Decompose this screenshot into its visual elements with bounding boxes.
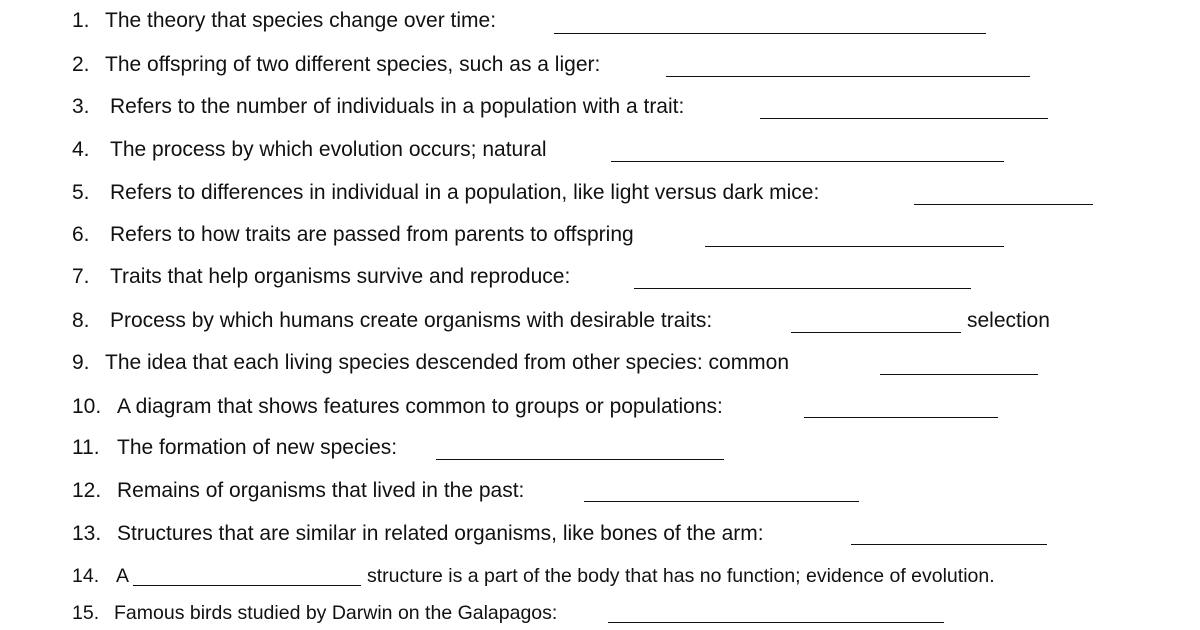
answer-blank[interactable] (880, 374, 1038, 375)
question-text: Structures that are similar in related organisms, like bones of the arm: (117, 522, 764, 545)
answer-blank[interactable] (705, 246, 1004, 247)
answer-blank[interactable] (760, 118, 1048, 119)
question-number: 8. (72, 309, 90, 332)
question-suffix: selection (967, 309, 1050, 332)
question-7 (72, 265, 570, 289)
question-15 (72, 601, 557, 625)
question-number: 1. (72, 9, 90, 32)
answer-blank[interactable] (634, 288, 971, 289)
question-1 (72, 9, 496, 33)
question-number: 4. (72, 138, 90, 161)
question-5 (72, 181, 819, 205)
question-number: 11. (72, 436, 100, 459)
question-8 (72, 309, 712, 333)
answer-blank[interactable] (133, 585, 361, 586)
question-text: A (116, 565, 130, 587)
answer-blank[interactable] (611, 161, 1004, 162)
question-number: 3. (72, 95, 90, 118)
question-12 (72, 479, 524, 503)
question-number: 10. (72, 395, 102, 418)
question-text: Remains of organisms that lived in the past: (117, 479, 525, 502)
question-number: 7. (72, 265, 90, 288)
answer-blank[interactable] (608, 622, 944, 623)
question-11 (72, 436, 397, 460)
question-text: Process by which humans create organisms with desirable traits: (110, 309, 713, 332)
question-number: 2. (72, 53, 90, 76)
answer-blank[interactable] (584, 501, 859, 502)
answer-blank[interactable] (436, 459, 724, 460)
answer-blank[interactable] (791, 332, 961, 333)
question-3 (72, 95, 684, 119)
question-9 (72, 351, 789, 375)
answer-blank[interactable] (914, 204, 1093, 205)
question-number: 12. (72, 479, 102, 502)
question-number: 14. (72, 565, 100, 587)
answer-blank[interactable] (554, 33, 986, 34)
question-text: The formation of new species: (117, 436, 398, 459)
question-text: The offspring of two different species, such as a liger: (105, 53, 601, 76)
question-number: 6. (72, 223, 90, 246)
question-text: Refers to the number of individuals in a population with a trait: (110, 95, 685, 118)
question-4 (72, 138, 547, 162)
question-text: The process by which evolution occurs; natural (110, 138, 547, 161)
answer-blank[interactable] (804, 417, 998, 418)
question-suffix: structure is a part of the body that has no function; evidence of evolution. (367, 565, 995, 587)
answer-blank[interactable] (666, 76, 1030, 77)
question-text: Traits that help organisms survive and reproduce: (110, 265, 571, 288)
question-text: The idea that each living species descended from other species: common (105, 351, 790, 374)
question-number: 5. (72, 181, 90, 204)
question-number: 15. (72, 602, 100, 624)
question-10 (72, 395, 723, 419)
question-text: A diagram that shows features common to groups or populations: (117, 395, 723, 418)
question-13 (72, 522, 764, 546)
question-2 (72, 53, 600, 77)
answer-blank[interactable] (851, 544, 1047, 545)
question-number: 9. (72, 351, 90, 374)
question-14 (72, 564, 129, 588)
question-6 (72, 223, 634, 247)
question-text: Famous birds studied by Darwin on the Galapagos: (114, 602, 558, 624)
question-text: Refers to differences in individual in a population, like light versus dark mice: (110, 181, 820, 204)
question-text: Refers to how traits are passed from parents to offspring (110, 223, 634, 246)
question-text: The theory that species change over time: (105, 9, 497, 32)
question-number: 13. (72, 522, 102, 545)
